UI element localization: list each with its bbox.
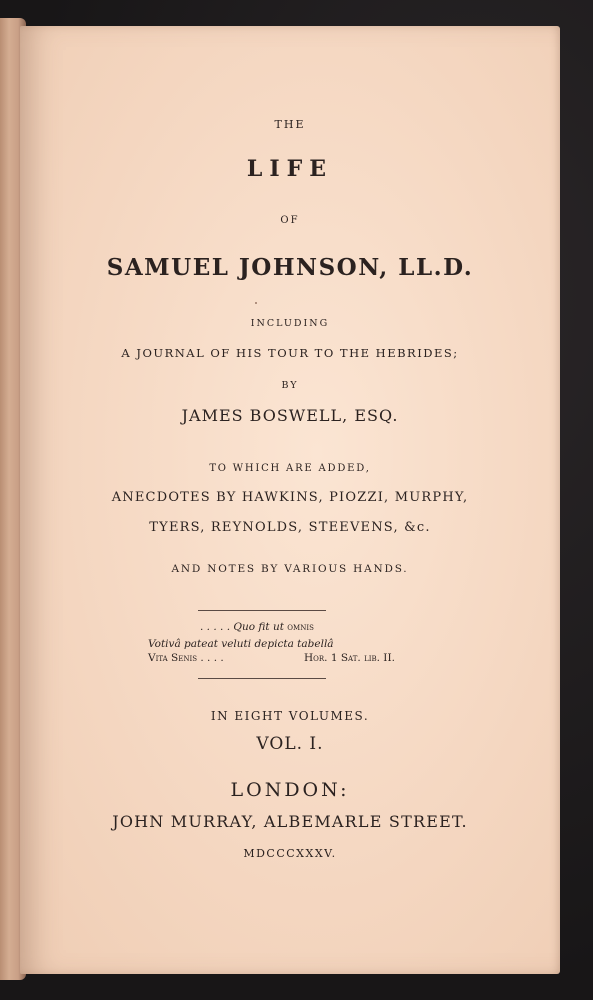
title-of: OF — [280, 215, 300, 226]
notes-line: AND NOTES BY VARIOUS HANDS. — [171, 563, 409, 575]
author-name: JAMES BOSWELL, ESQ. — [181, 406, 399, 425]
imprint-publisher: JOHN MURRAY, ALBEMARLE STREET. — [112, 812, 468, 831]
title-page — [20, 26, 560, 974]
anecdotes-line-1: ANECDOTES BY HAWKINS, PIOZZI, MURPHY, — [111, 490, 469, 505]
including-label: INCLUDING — [250, 318, 330, 329]
motto-line-1 — [200, 621, 314, 633]
motto-line-2: Votivâ pateat veluti depicta tabellâ — [148, 638, 334, 650]
imprint-year: MDCCCXXXV. — [243, 847, 337, 860]
title-life: LIFE — [246, 156, 334, 182]
volume-number: VOL. I. — [256, 734, 324, 754]
anecdotes-line-2: TYERS, REYNOLDS, STEEVENS, &c. — [149, 520, 431, 535]
journal-line: A JOURNAL OF HIS TOUR TO THE HEBRIDES; — [121, 346, 459, 360]
title-subject-name: SAMUEL JOHNSON, LL.D. — [106, 254, 474, 281]
imprint-city: LONDON: — [230, 779, 350, 801]
volumes-count: IN EIGHT VOLUMES. — [210, 709, 370, 723]
paper-speck — [255, 302, 257, 304]
motto-attribution-right: Hor. 1 Sat. lib. II. — [304, 652, 395, 664]
to-which-added-line: TO WHICH ARE ADDED, — [209, 463, 371, 474]
motto-attribution-left: Vita Senis . . . . — [148, 652, 224, 664]
motto-line-1-caps: omnis — [287, 621, 314, 633]
by-label: BY — [281, 380, 299, 391]
motto-rule-bottom — [198, 678, 326, 679]
title-the: THE — [274, 118, 306, 131]
motto-line-1-prefix: . . . . . Quo fit ut — [200, 621, 288, 633]
motto-rule-top — [198, 610, 326, 611]
